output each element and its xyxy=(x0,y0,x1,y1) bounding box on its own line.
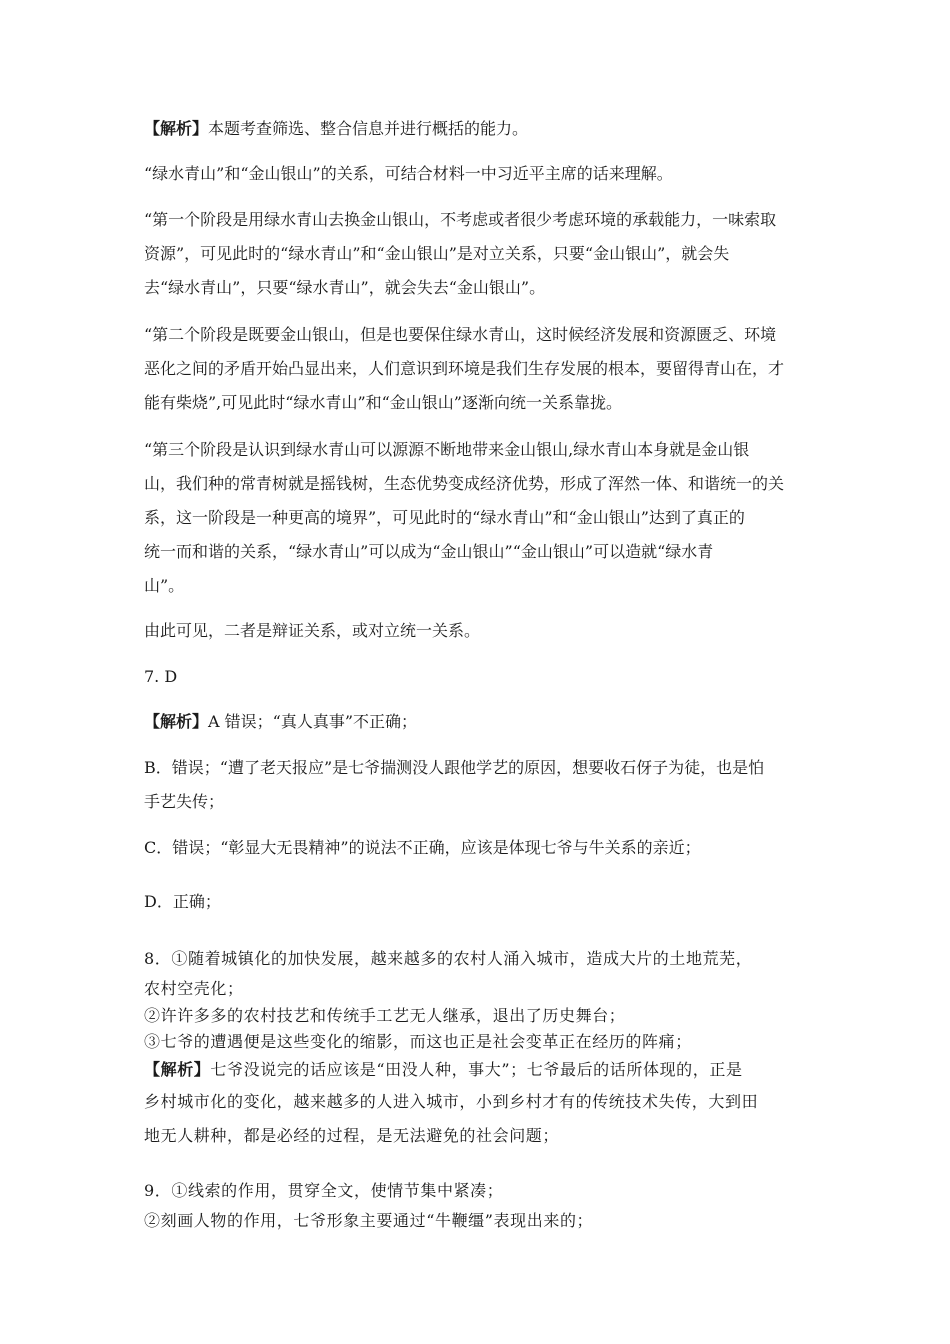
q7-analysis xyxy=(144,705,810,739)
relation-intro xyxy=(144,157,810,191)
stage-three-line: “第三个阶段是认识到绿水青山可以源源不断地带来金山银山,绿水青山本身就是金山银 xyxy=(144,440,750,459)
q7-option-c xyxy=(144,831,810,865)
stage-two-line: “第二个阶段是既要金山银山，但是也要保住绿水青山，这时候经济发展和资源匮乏、环境 xyxy=(144,325,777,344)
q8-line: ②许许多多的农村技艺和传统手工艺无人继承，退出了历史舞台； xyxy=(144,1006,626,1025)
conclusion xyxy=(144,614,810,648)
stage-two-line: 恶化之间的矛盾开始凸显出来，人们意识到环境是我们生存发展的根本，要留得青山在，才 xyxy=(144,359,785,378)
q8-analysis-line: 七爷没说完的话应该是“田没人种，事大”；七爷最后的话所体现的，正是 xyxy=(210,1060,743,1079)
q8-line: 农村空壳化； xyxy=(144,979,244,998)
q7-option-b-line: 手艺失传； xyxy=(144,792,225,811)
analysis-tag: 【解析】 xyxy=(144,119,209,138)
q7-answer xyxy=(144,660,810,694)
q7-option-d-line: D．正确； xyxy=(144,892,221,911)
analysis-text: 本题考查筛选、整合信息并进行概括的能力。 xyxy=(208,119,529,138)
stage-one-line: 去“绿水青山”，只要“绿水青山”，就会失去“金山银山”。 xyxy=(144,278,546,297)
q7-option-b xyxy=(144,751,810,819)
q7-option-b-line: B．错误；“遭了老天报应”是七爷揣测没人跟他学艺的原因，想要收石伢子为徒，也是怕 xyxy=(144,758,765,777)
q8-line: 8．①随着城镇化的加快发展，越来越多的农村人涌入城市，造成大片的土地荒芜， xyxy=(144,949,753,968)
q7-option-d xyxy=(144,885,810,919)
q9-line: ②刻画人物的作用，七爷形象主要通过“牛鞭缰”表现出来的； xyxy=(144,1211,594,1230)
stage-three-line: 山，我们种的常青树就是摇钱树，生态优势变成经济优势，形成了浑然一体、和谐统一的关 xyxy=(144,474,785,493)
stage-three-paragraph xyxy=(144,433,810,603)
q7-answer-line: 7. D xyxy=(144,667,178,686)
q9-answer xyxy=(144,1175,810,1234)
q8-analysis-line: 乡村城市化的变化，越来越多的人进入城市，小到乡村才有的传统技术失传，大到田 xyxy=(144,1092,759,1111)
stage-one-line: “第一个阶段是用绿水青山去换金山银山，不考虑或者很少考虑环境的承载能力，一味索取 xyxy=(144,210,777,229)
analysis-tag: 【解析】 xyxy=(144,712,209,731)
q8-answer xyxy=(144,943,810,1153)
analysis-intro xyxy=(144,112,810,146)
stage-two-paragraph xyxy=(144,318,810,420)
conclusion-line: 由此可见，二者是辩证关系，或对立统一关系。 xyxy=(144,621,481,640)
stage-two-line: 能有柴烧”,可见此时“绿水青山”和“金山银山”逐渐向统一关系靠拢。 xyxy=(144,393,622,412)
q7-option-c-line: C．错误；“彰显大无畏精神”的说法不正确，应该是体现七爷与牛关系的亲近； xyxy=(144,838,701,857)
stage-three-line: 统一而和谐的关系，“绿水青山”可以成为“金山银山”“金山银山”可以造就“绿水青 xyxy=(144,542,714,561)
analysis-tag: 【解析】 xyxy=(144,1060,211,1079)
stage-one-line: 资源”，可见此时的“绿水青山”和“金山银山”是对立关系，只要“金山银山”，就会失 xyxy=(144,244,730,263)
q8-analysis-line: 地无人耕种，都是必经的过程，是无法避免的社会问题； xyxy=(144,1126,560,1145)
stage-three-line: 山”。 xyxy=(144,576,185,595)
q9-line: 9．①线索的作用，贯穿全文，使情节集中紧凑； xyxy=(144,1181,504,1200)
q7-analysis-a: A 错误；“真人真事”不正确； xyxy=(208,712,418,731)
stage-three-line: 系，这一阶段是一种更高的境界”，可见此时的“绿水青山”和“金山银山”达到了真正的 xyxy=(144,508,745,527)
stage-one-paragraph xyxy=(144,203,810,305)
q8-line: ③七爷的遭遇便是这些变化的缩影，而这也正是社会变革正在经历的阵痛； xyxy=(144,1032,692,1051)
relation-intro-line: “绿水青山”和“金山银山”的关系，可结合材料一中习近平主席的话来理解。 xyxy=(144,164,673,183)
